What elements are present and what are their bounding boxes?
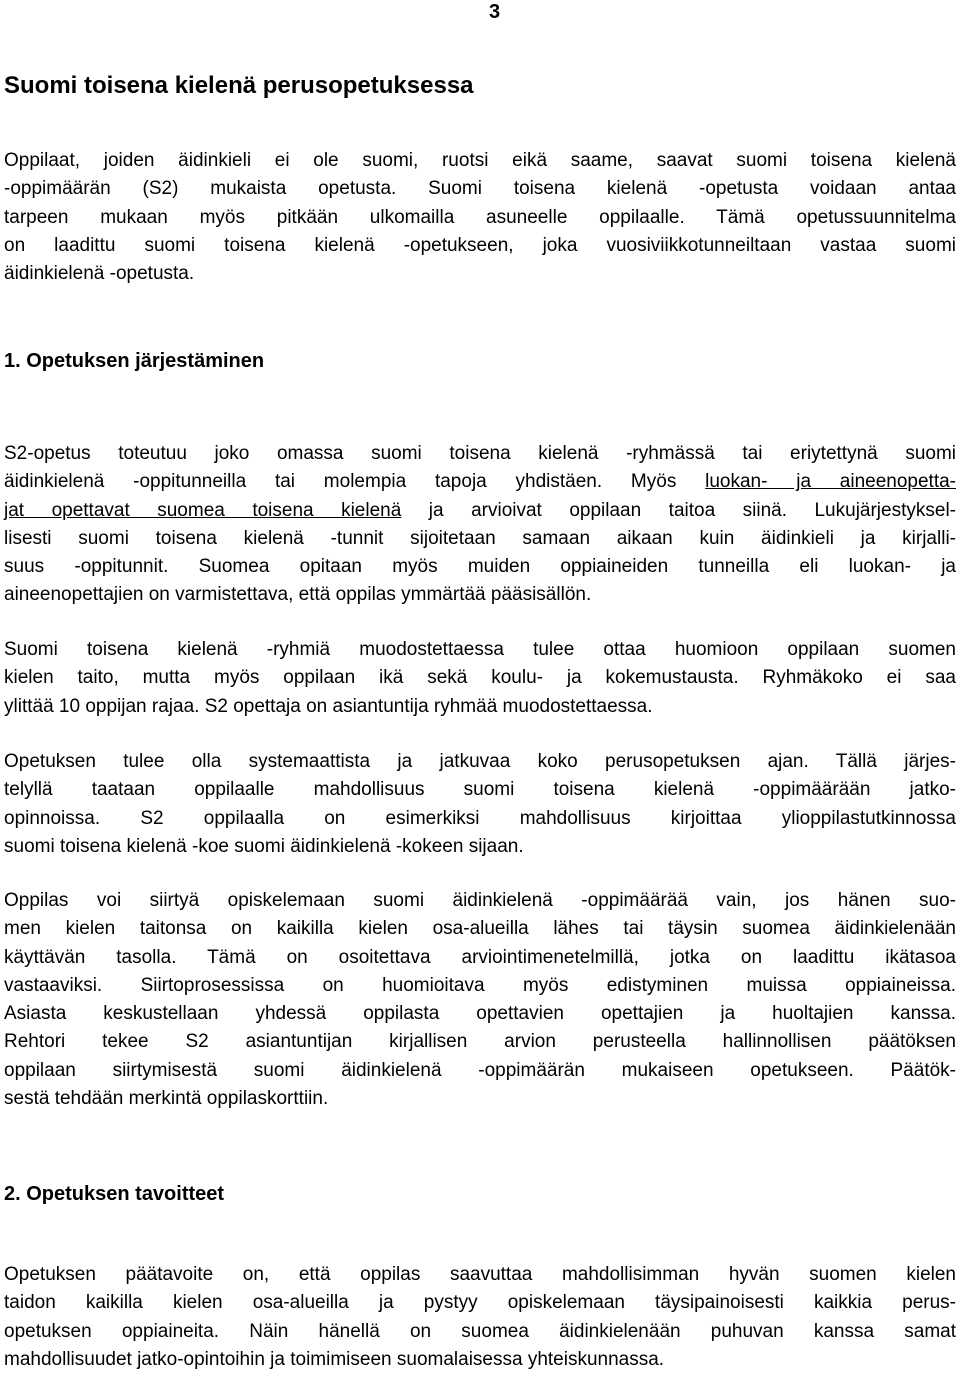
text-line: taidon kaikilla kielen osa-alueilla ja pystyy opiskelemaan täysipainoisesti kaikkia perus- [4, 1292, 956, 1314]
text-line: ylittää 10 oppijan rajaa. S2 opettaja on asiantuntija ryhmää muodostettaessa. [4, 695, 653, 717]
text-line: on laadittu suomi toisena kielenä -opetukseen, joka vuosiviikkotunneiltaan vastaa suomi [4, 234, 956, 256]
document-title: Suomi toisena kielenä perusopetuksessa [4, 72, 474, 99]
underlined-text: luokan- ja aineenopetta- [705, 471, 957, 493]
text-line: lisesti suomi toisena kielenä -tunnit sijoitetaan samaan aikaan kuin äidinkieli ja kirjalli- [4, 527, 956, 549]
section-heading-1: 1. Opetuksen järjestäminen [4, 350, 265, 372]
text-line: kielen taito, mutta myös oppilaan ikä sekä koulu- ja kokemustausta. Ryhmäkoko ei saa [4, 667, 956, 689]
underlined-text: jat opettavat suomea toisena kielenä [4, 499, 402, 521]
text-line: äidinkielenä -opetusta. [4, 263, 195, 285]
text-line: tarpeen mukaan myös pitkään ulkomailla asuneelle oppilaalle. Tämä opetussuunnitelma [4, 206, 956, 228]
text-line: suomi toisena kielenä -koe suomi äidinkielenä -kokeen sijaan. [4, 835, 524, 857]
text-line: Rehtori tekee S2 asiantuntijan kirjallisen arvion perusteella hallinnollisen päätöksen [4, 1031, 956, 1053]
text-line [4, 468, 956, 496]
text-segment: Myös [602, 471, 706, 493]
text-line: suus -oppitunnit. Suomea opitaan myös muiden oppiaineiden tunneilla eli luokan- ja [4, 556, 956, 578]
text-line: sestä tehdään merkintä oppilaskorttiin. [4, 1088, 329, 1110]
text-segment: äidinkielenä -oppitunneilla tai molempia tapoja yhdistäen. [4, 471, 603, 493]
text-line: Opetuksen tulee olla systemaattista ja jatkuvaa koko perusopetuksen ajan. Tällä järjes- [4, 751, 956, 772]
section1-paragraph-1 [4, 440, 956, 610]
text-line: vastaaviksi. Siirtoprosessissa on huomioitava myös edistyminen muissa oppiaineissa. [4, 974, 956, 996]
section1-paragraph-3 [4, 748, 956, 861]
text-line: Oppilaat, joiden äidinkieli ei ole suomi, ruotsi eikä saame, saavat suomi toisena kielenä [4, 150, 956, 171]
text-line: S2-opetus toteutuu joko omassa suomi toisena kielenä -ryhmässä tai eriytettynä suomi [4, 443, 956, 464]
text-line: oppilaan siirtymisestä suomi äidinkielenä -oppimäärän mukaiseen opetukseen. Päätök- [4, 1059, 956, 1081]
text-line: telyllä taataan oppilaalle mahdollisuus suomi toisena kielenä -oppimäärään jatko- [4, 779, 956, 801]
text-line: Suomi toisena kielenä -ryhmiä muodostettaessa tulee ottaa huomioon oppilaan suomen [4, 639, 956, 660]
text-line: opinnoissa. S2 oppilaalla on esimerkiksi mahdollisuus kirjoittaa ylioppilastutkinnossa [4, 807, 956, 829]
text-line: opetuksen oppiaineita. Näin hänellä on suomea äidinkielenään puhuvan kanssa samat [4, 1320, 956, 1342]
text-line: aineenopettajien on varmistettava, että oppilas ymmärtää pääsisällön. [4, 584, 592, 606]
section-heading-2: 2. Opetuksen tavoitteet [4, 1183, 225, 1205]
text-line: -oppimäärän (S2) mukaista opetusta. Suomi toisena kielenä -opetusta voidaan antaa [4, 178, 956, 200]
section1-paragraph-2 [4, 636, 956, 721]
text-line: Asiasta keskustellaan yhdessä oppilasta opettavien opettajien ja huoltajien kanssa. [4, 1003, 956, 1025]
text-line: käyttävän tasolla. Tämä on osoitettava arviointimenetelmillä, jotka on laadittu ikätasoa [4, 946, 956, 968]
text-segment: ja arvioivat oppilaan taitoa siinä. Lukujärjestyksel- [401, 499, 956, 521]
text-line: Opetuksen päätavoite on, että oppilas saavuttaa mahdollisimman hyvän suomen kielen [4, 1264, 956, 1285]
text-line: men kielen taitonsa on kaikilla kielen osa-alueilla lähes tai täysin suomea äidinkielenään [4, 918, 956, 940]
page-number: 3 [489, 1, 501, 23]
section1-paragraph-4 [4, 887, 956, 1113]
section2-paragraph-1 [4, 1261, 956, 1374]
text-line [4, 497, 956, 525]
text-line: Oppilas voi siirtyä opiskelemaan suomi äidinkielenä -oppimäärää vain, jos hänen suo- [4, 890, 956, 911]
intro-paragraph [4, 147, 956, 288]
text-line: mahdollisuudet jatko-opintoihin ja toimimiseen suomalaisessa yhteiskunnassa. [4, 1348, 665, 1370]
